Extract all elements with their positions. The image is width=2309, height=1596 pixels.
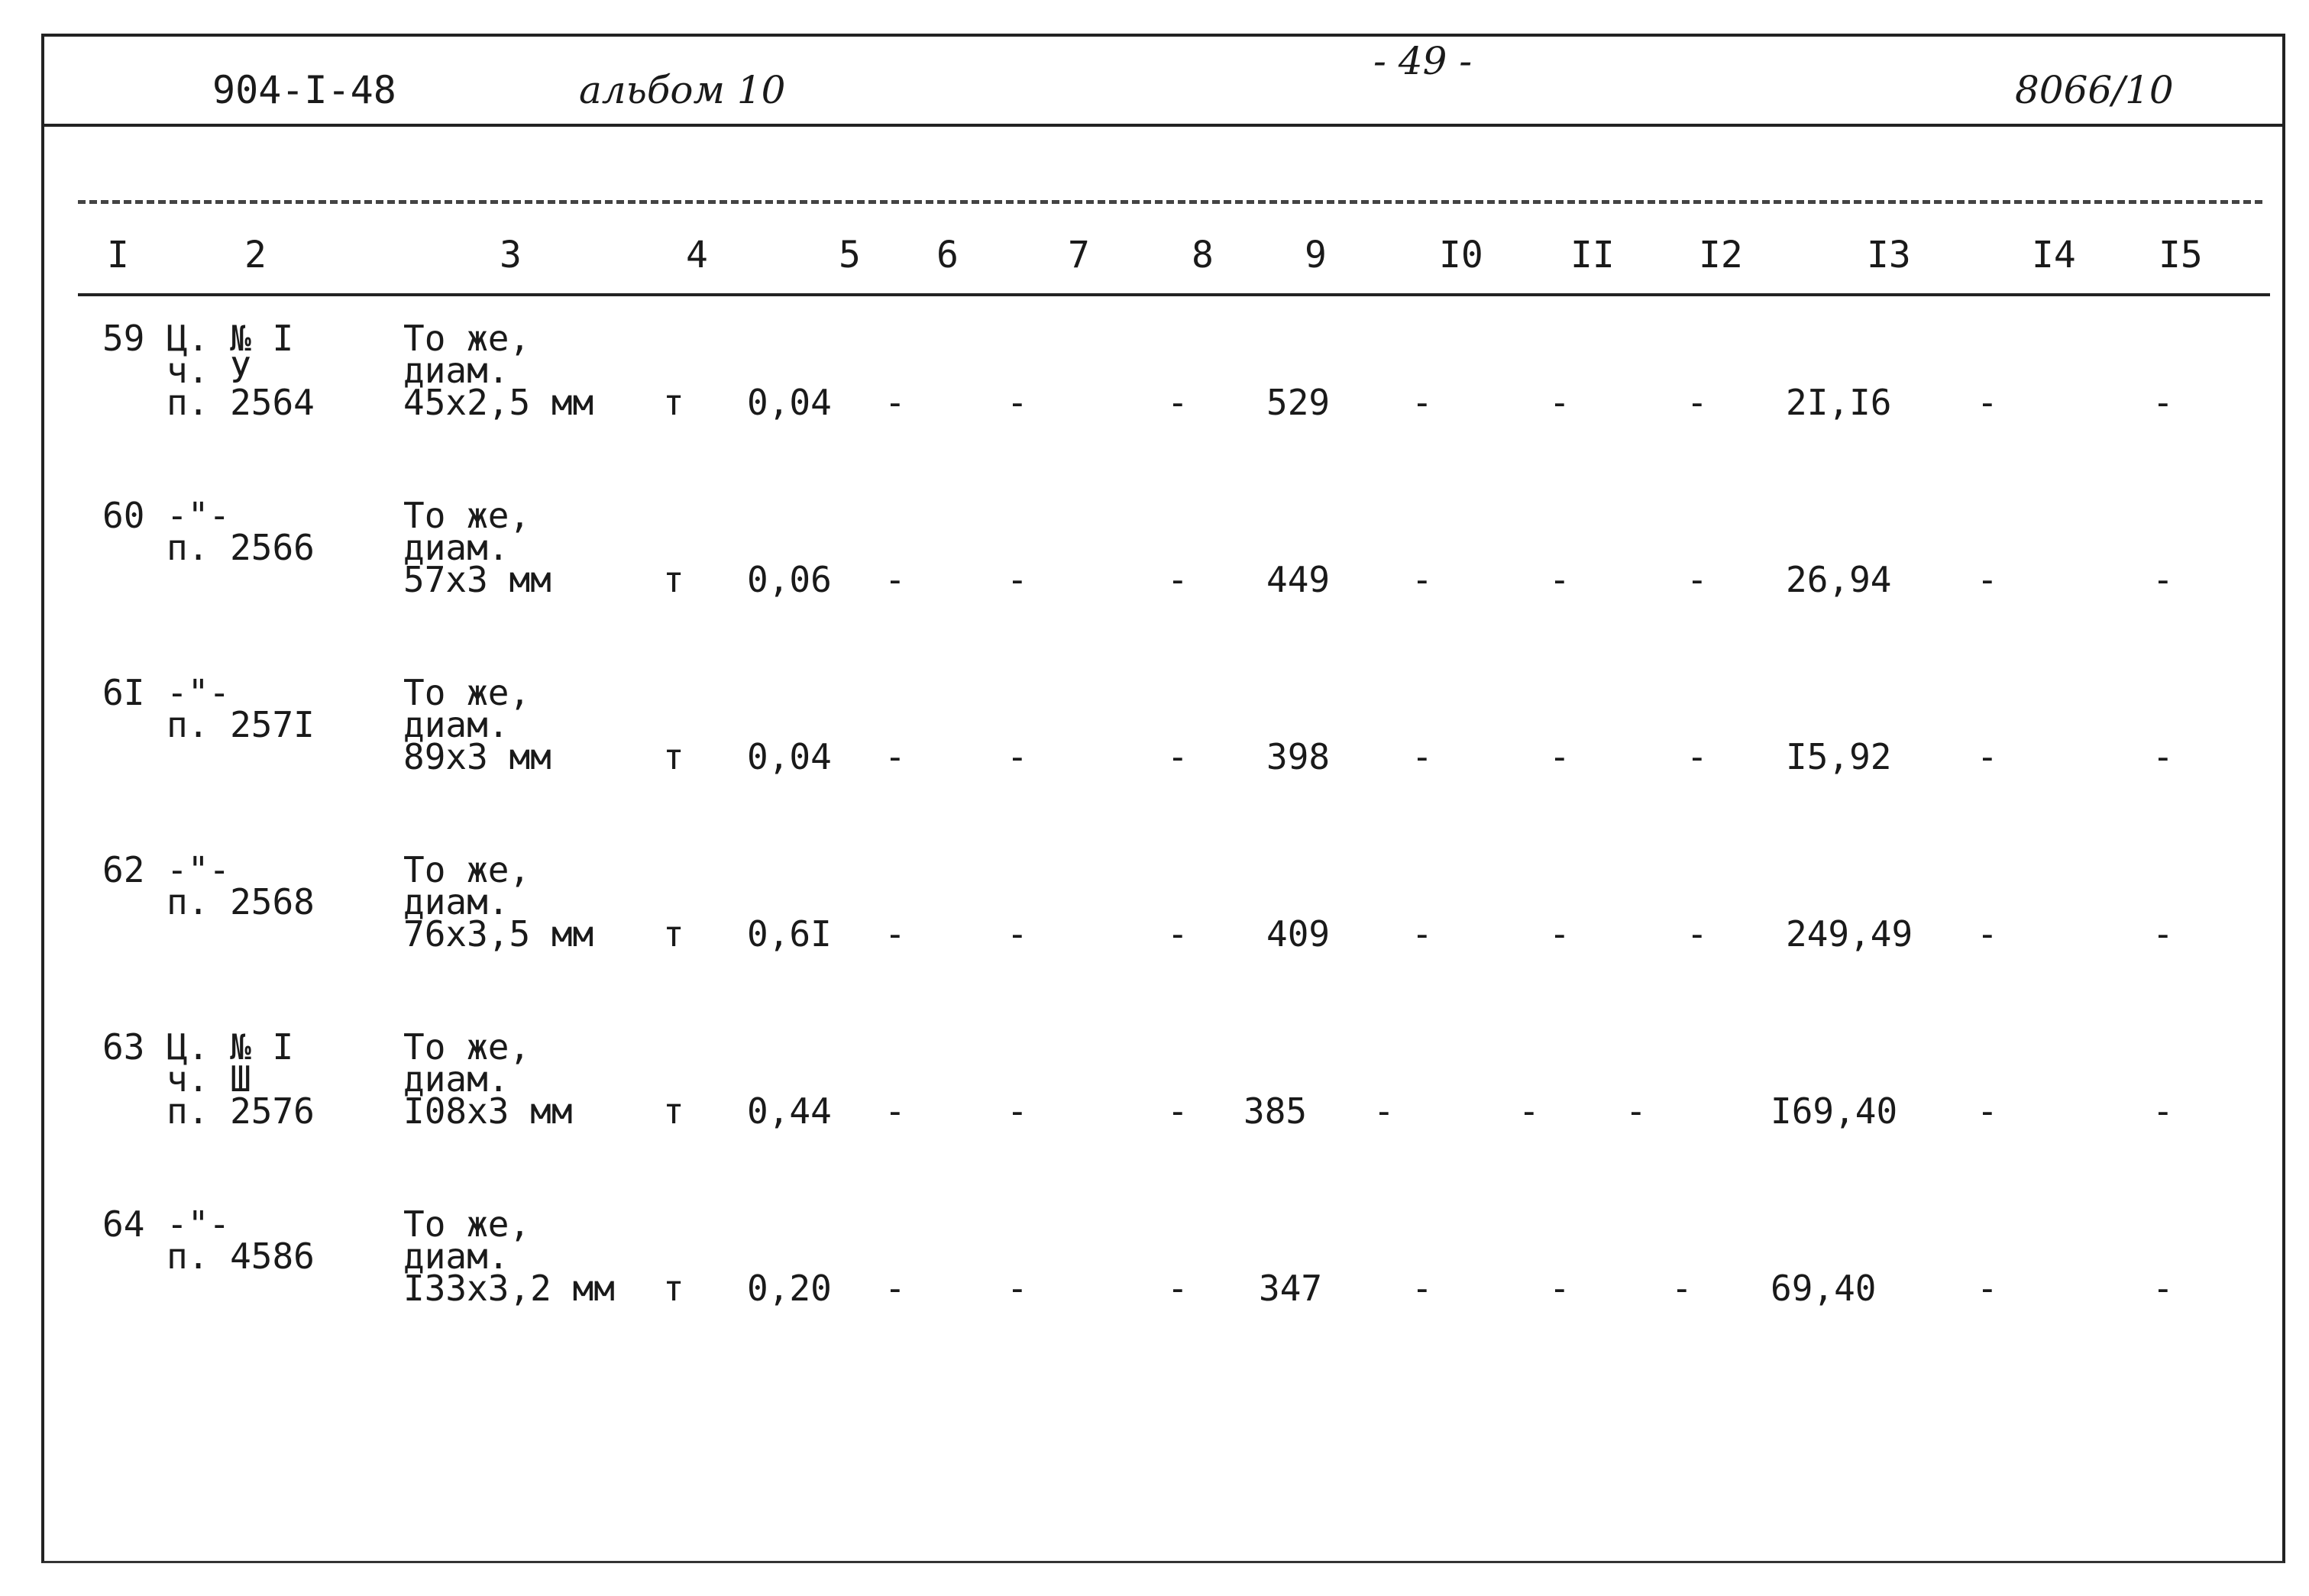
project-code: 904-I-48 — [212, 68, 396, 112]
value-cell: - — [1167, 1268, 1188, 1309]
value-cell: - — [1977, 1090, 1998, 1132]
page-number: - 49 - — [1373, 39, 1473, 83]
value-cell: - — [884, 736, 906, 777]
value-cell: - — [884, 1268, 906, 1309]
location-line: -"- — [167, 849, 231, 890]
quantity-cell: 0,04 — [747, 736, 832, 777]
location-ref — [167, 495, 315, 568]
column-header: 2 — [244, 234, 267, 276]
location-line: Ц. № I — [167, 318, 294, 359]
item-description — [403, 1203, 615, 1309]
unit-cell: т — [663, 382, 684, 423]
value-cell: - — [1412, 559, 1433, 600]
column-header: 3 — [500, 234, 522, 276]
description-line: То же, — [403, 849, 531, 890]
value-cell: - — [1412, 1268, 1433, 1309]
table-row — [44, 1203, 2282, 1361]
value-cell: - — [1977, 1268, 1998, 1309]
column-header: I4 — [2032, 234, 2076, 276]
column-header: I — [107, 234, 129, 276]
value-cell: - — [2152, 1090, 2174, 1132]
value-cell: 347 — [1259, 1268, 1323, 1309]
row-number: 62 — [102, 849, 145, 890]
value-cell: - — [1977, 382, 1998, 423]
value-cell: - — [1977, 559, 1998, 600]
value-cell: 409 — [1266, 913, 1331, 955]
value-cell: - — [1549, 382, 1570, 423]
description-line: То же, — [403, 495, 531, 536]
value-cell: - — [884, 1090, 906, 1132]
value-cell: - — [1625, 1090, 1647, 1132]
unit-cell: т — [663, 1268, 684, 1309]
value-cell: - — [1977, 913, 1998, 955]
header-bottom-rule — [78, 293, 2270, 296]
value-cell: - — [2152, 382, 2174, 423]
quantity-cell: 0,04 — [747, 382, 832, 423]
value-cell: 69,40 — [1771, 1268, 1877, 1309]
location-ref — [167, 1026, 315, 1132]
row-number: 64 — [102, 1203, 145, 1245]
value-cell: - — [1686, 736, 1708, 777]
description-line: диам. — [403, 1236, 509, 1277]
value-cell: - — [1007, 559, 1028, 600]
column-header: I0 — [1439, 234, 1483, 276]
column-header: 9 — [1305, 234, 1327, 276]
value-cell: 26,94 — [1786, 559, 1892, 600]
unit-cell: т — [663, 736, 684, 777]
value-cell: - — [1167, 382, 1188, 423]
location-ref — [167, 672, 315, 745]
item-description — [403, 318, 594, 423]
column-header: I2 — [1699, 234, 1743, 276]
location-line: п. 257I — [167, 704, 315, 745]
value-cell: - — [1549, 559, 1570, 600]
quantity-cell: 0,06 — [747, 559, 832, 600]
table-row — [44, 495, 2282, 652]
document-number: 8066/10 — [2015, 68, 2174, 112]
table-row — [44, 849, 2282, 1006]
column-header: 4 — [686, 234, 708, 276]
unit-cell: т — [663, 1090, 684, 1132]
value-cell: 385 — [1243, 1090, 1308, 1132]
value-cell: - — [2152, 913, 2174, 955]
value-cell: I5,92 — [1786, 736, 1892, 777]
value-cell: - — [1007, 382, 1028, 423]
location-line: -"- — [167, 495, 231, 536]
value-cell: - — [1007, 1090, 1028, 1132]
location-line: ч. Ш — [167, 1058, 251, 1100]
value-cell: - — [2152, 1268, 2174, 1309]
description-line: То же, — [403, 1203, 531, 1245]
column-header: 5 — [839, 234, 861, 276]
quantity-cell: 0,44 — [747, 1090, 832, 1132]
row-number: 60 — [102, 495, 145, 536]
row-number: 63 — [102, 1026, 145, 1068]
value-cell: - — [1549, 736, 1570, 777]
item-description — [403, 495, 551, 600]
value-cell: I69,40 — [1771, 1090, 1898, 1132]
quantity-cell: 0,6I — [747, 913, 832, 955]
description-line: диам. — [403, 704, 509, 745]
value-cell: - — [884, 559, 906, 600]
value-cell: 449 — [1266, 559, 1331, 600]
value-cell: - — [1167, 1090, 1188, 1132]
row-number: 59 — [102, 318, 145, 359]
table-top-rule — [78, 200, 2262, 204]
description-line: 57х3 мм — [403, 559, 551, 600]
description-line: I08х3 мм — [403, 1090, 573, 1132]
location-ref — [167, 1203, 315, 1277]
value-cell: - — [1549, 1268, 1570, 1309]
table-row — [44, 672, 2282, 829]
table-row — [44, 318, 2282, 475]
value-cell: - — [2152, 736, 2174, 777]
location-line: п. 2576 — [167, 1090, 315, 1132]
value-cell: - — [1412, 736, 1433, 777]
column-header: II — [1570, 234, 1615, 276]
value-cell: - — [1977, 736, 1998, 777]
value-cell: - — [1167, 559, 1188, 600]
location-ref — [167, 849, 315, 922]
description-line: То же, — [403, 318, 531, 359]
value-cell: - — [1007, 736, 1028, 777]
value-cell: - — [1686, 382, 1708, 423]
description-line: диам. — [403, 350, 509, 391]
item-description — [403, 672, 551, 777]
document-sheet — [41, 34, 2285, 1563]
description-line: диам. — [403, 1058, 509, 1100]
album-label: альбом 10 — [579, 68, 786, 112]
location-line: п. 2568 — [167, 881, 315, 922]
item-description — [403, 849, 594, 955]
location-line: Ц. № I — [167, 1026, 294, 1068]
value-cell: - — [1007, 1268, 1028, 1309]
column-header: I3 — [1867, 234, 1911, 276]
unit-cell: т — [663, 559, 684, 600]
value-cell: - — [884, 382, 906, 423]
location-line: ч. У — [167, 350, 251, 391]
value-cell: - — [1167, 736, 1188, 777]
quantity-cell: 0,20 — [747, 1268, 832, 1309]
location-line: -"- — [167, 1203, 231, 1245]
value-cell: - — [1518, 1090, 1540, 1132]
value-cell: - — [1686, 913, 1708, 955]
value-cell: - — [1412, 913, 1433, 955]
description-line: I33х3,2 мм — [403, 1268, 615, 1309]
value-cell: - — [2152, 559, 2174, 600]
description-line: То же, — [403, 672, 531, 713]
title-block — [44, 37, 2282, 127]
description-line: 45х2,5 мм — [403, 382, 594, 423]
value-cell: - — [1373, 1090, 1395, 1132]
value-cell: - — [1412, 382, 1433, 423]
location-line: п. 2564 — [167, 382, 315, 423]
value-cell: 529 — [1266, 382, 1331, 423]
column-header: 6 — [936, 234, 959, 276]
column-header: I5 — [2159, 234, 2203, 276]
value-cell: - — [884, 913, 906, 955]
location-line: п. 2566 — [167, 527, 315, 568]
item-description — [403, 1026, 573, 1132]
value-cell: - — [1671, 1268, 1693, 1309]
row-number: 6I — [102, 672, 145, 713]
description-line: диам. — [403, 527, 509, 568]
location-line: п. 4586 — [167, 1236, 315, 1277]
description-line: То же, — [403, 1026, 531, 1068]
value-cell: 249,49 — [1786, 913, 1913, 955]
value-cell: 398 — [1266, 736, 1331, 777]
value-cell: - — [1549, 913, 1570, 955]
table-row — [44, 1026, 2282, 1184]
location-ref — [167, 318, 315, 423]
description-line: 89х3 мм — [403, 736, 551, 777]
column-header: 8 — [1192, 234, 1214, 276]
value-cell: 2I,I6 — [1786, 382, 1892, 423]
value-cell: - — [1167, 913, 1188, 955]
description-line: диам. — [403, 881, 509, 922]
value-cell: - — [1686, 559, 1708, 600]
unit-cell: т — [663, 913, 684, 955]
column-header: 7 — [1068, 234, 1090, 276]
description-line: 76х3,5 мм — [403, 913, 594, 955]
value-cell: - — [1007, 913, 1028, 955]
location-line: -"- — [167, 672, 231, 713]
